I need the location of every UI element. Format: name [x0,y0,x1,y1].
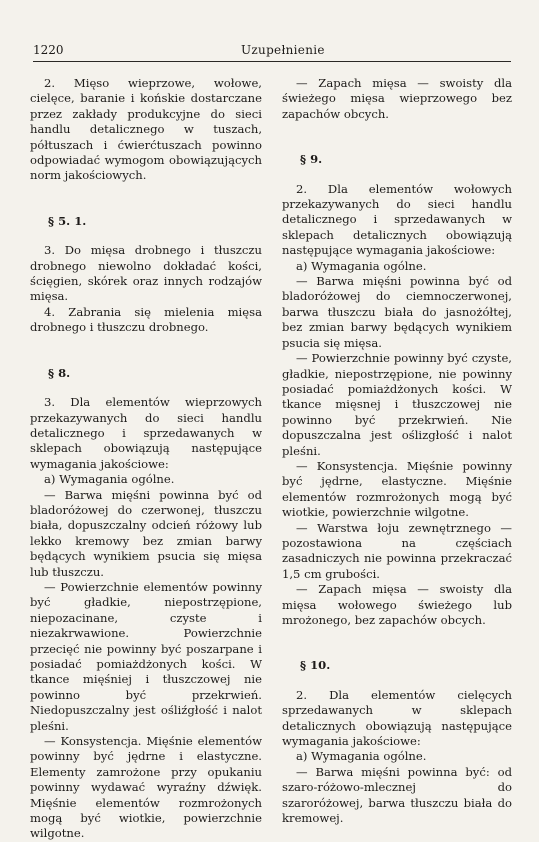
paragraph: a) Wymagania ogólne. [296,258,427,273]
section-heading: § 10. [300,658,331,673]
section-heading: § 8. [48,365,71,380]
page-header [33,43,511,62]
paragraph: a) Wymagania ogólne. [296,749,427,764]
page-number: 1220 [33,43,64,57]
paragraph: — Powierzchnie powinny być czyste, gładkie, niepostrzępione, nie powinny posiadać pomiażdżonych kości. W tkance mięsnej i tłuszczowej nie powinno być przekrwień. Nie dopuszczalna jest oślizgłość i nalot pleśni. [282,351,512,458]
paragraph: 2. Mięso wieprzowe, wołowe, cielęce, baranie i końskie dostarczane przez zakłady produkcyjne do sieci handlu detalicznego w tuszach, półtuszach i ćwierćtuszach powinno odpowiadać wymogom obowiązujących norm jakościowych. [30,76,262,183]
paragraph: — Barwa mięśni powinna być: od szaro-różowo-mlecznej do szaroróżowej, barwa tłuszczu biała do kremowej. [282,764,512,826]
paragraph: — Konsystencja. Mięśnie powinny być jędrne, elastyczne. Mięśnie elementów rozmrożonych mogą być wiotkie, powierzchnie wilgotne. [282,458,512,520]
right-column [282,76,512,826]
paragraph: — Warstwa łoju zewnętrznego — pozostawiona na częściach zasadniczych nie powinna przekraczać 1,5 cm grubości. [282,520,512,581]
paragraph: — Barwa mięśni powinna być od bladoróżowej do ciemnoczerwonej, barwa tłuszczu biała do jasnożółtej, bez zmian barwy będących wynikiem psucia się mięsa. [282,274,512,350]
paragraph: 2. Dla elementów cielęcych sprzedawanych w sklepach detalicznych obowiązują następujące wymagania jakościowe: [282,687,512,749]
section-heading: § 5. 1. [48,213,87,228]
paragraph: — Zapach mięsa — swoisty dla mięsa wołowego świeżego lub mrożonego, bez zapachów obcych. [282,582,512,627]
paragraph: 3. Dla elementów wieprzowych przekazywanych do sieci handlu detalicznego i sprzedawanych w sklepach obowiązują następujące wymagania jakościowe: [30,395,262,471]
running-title: Uzupełnienie [241,43,325,57]
paragraph: — Powierzchnie elementów powinny być gładkie, niepostrzępione, niepozacinane, czyste i niezakrwawione. Powierzchnie przecięć nie powinny być poszarpane i posiadać pomiażdżonych kości. W tkance mięśniej i tłuszczowej nie powinno być przekrwień. Niedopuszczalny jest ośliźgłość i nalot pleśni. [30,579,262,733]
paragraph: — Konsystencja. Mięśnie elementów powinny być jędrne i elastyczne. Elementy zamrożone przy opukaniu powinny wydawać wyraźny dźwięk. Mięśnie elementów rozmrożonych mogą być wiotkie, powierzchnie wilgotne. [30,734,262,841]
paragraph: — Barwa mięśni powinna być od bladoróżowej do czerwonej, tłuszczu biała, dopuszczalny odcień różowy lub lekko kremowy bez zmian barwy będących wynikiem psucia się mięsa lub tłuszczu. [30,487,262,579]
paragraph: a) Wymagania ogólne. [44,472,175,487]
paragraph: 3. Do mięsa drobnego i tłuszczu drobnego niewolno dokładać kości, ścięgien, skórek oraz innych rodzajów mięsa. [30,243,262,304]
paragraph: 4. Zabrania się mielenia mięsa drobnego i tłuszczu drobnego. [30,304,262,335]
paragraph: 2. Dla elementów wołowych przekazywanych do sieci handlu detalicznego i sprzedawanych w sklepach detalicznych obowiązują następujące wymagania jakościowe: [282,181,512,258]
paragraph: — Zapach mięsa — swoisty dla świeżego mięsa wieprzowego bez zapachów obcych. [282,76,512,121]
left-column [30,76,262,842]
section-heading: § 9. [300,152,323,167]
